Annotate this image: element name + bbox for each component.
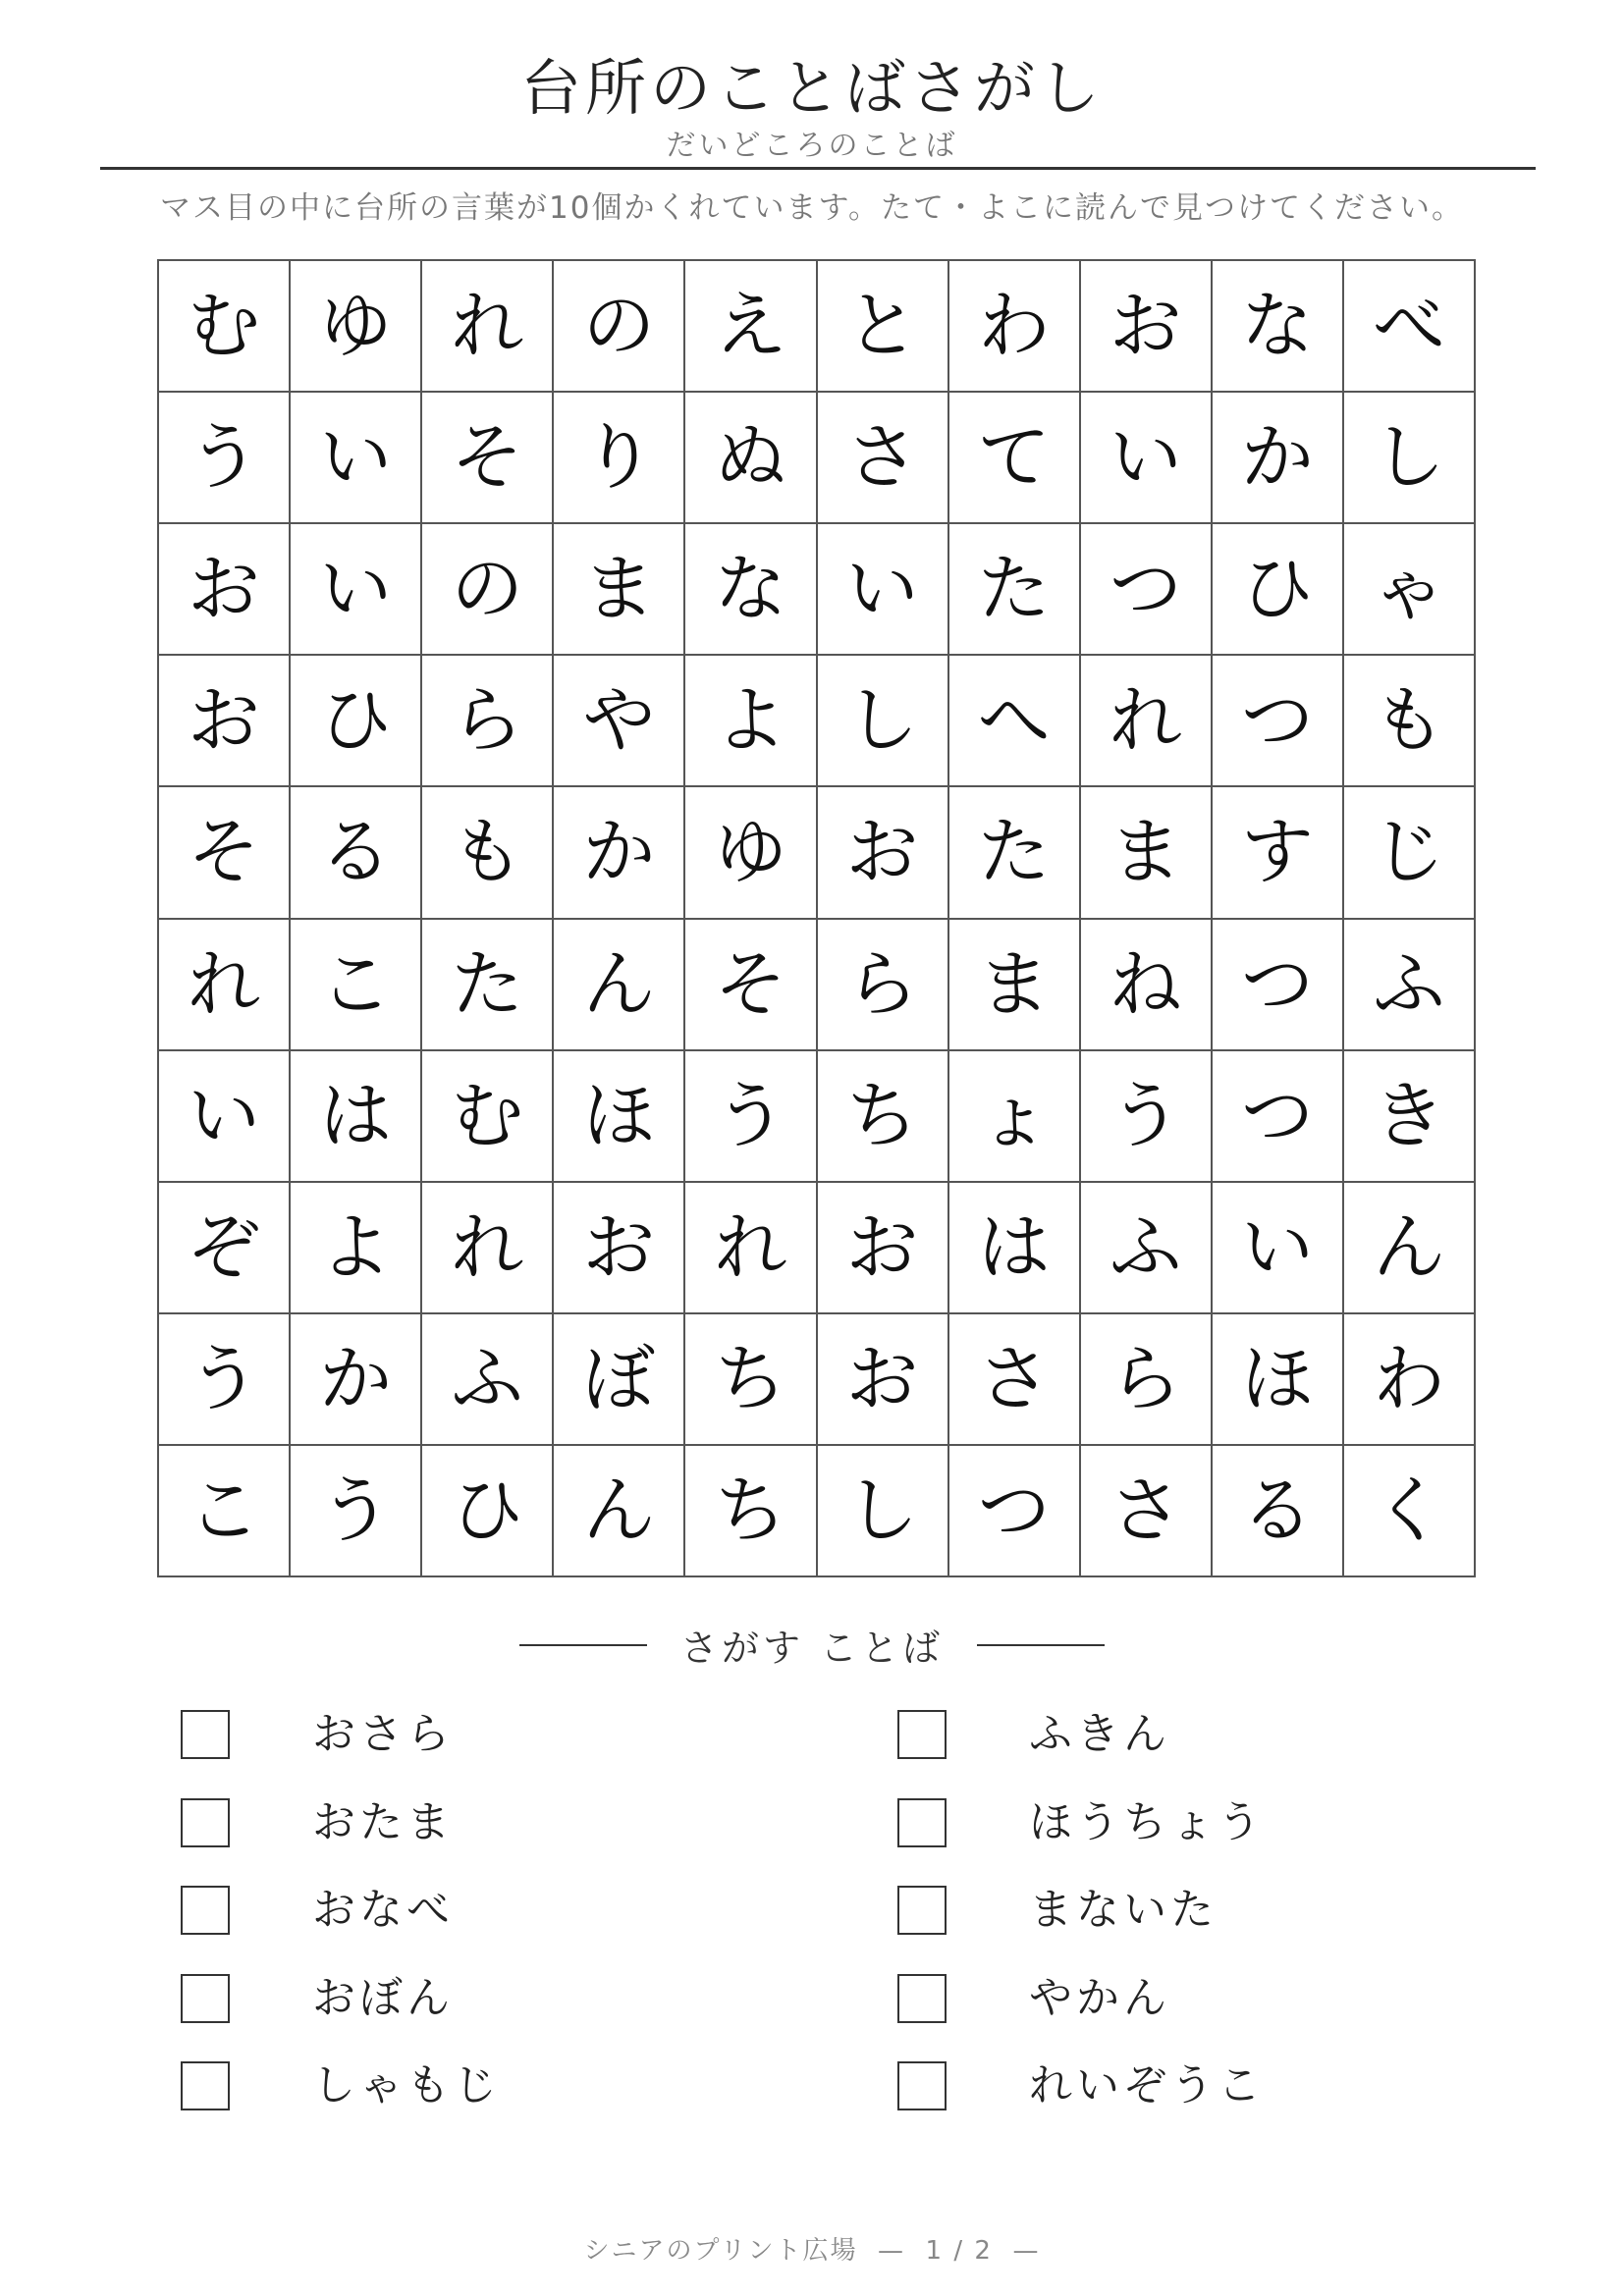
grid-cell: か xyxy=(291,1314,422,1446)
word-label: おたま xyxy=(312,1796,454,1847)
grid-cell: お xyxy=(818,787,949,919)
grid-cell: ま xyxy=(949,920,1081,1051)
grid-cell: ち xyxy=(818,1051,949,1183)
grid-cell: ゃ xyxy=(1344,524,1476,656)
grid-cell: そ xyxy=(685,920,817,1051)
grid-cell: く xyxy=(1344,1446,1476,1577)
grid-cell: の xyxy=(422,524,554,656)
grid-cell: つ xyxy=(1213,1051,1344,1183)
grid-cell: お xyxy=(554,1183,685,1314)
word-label: おさら xyxy=(312,1709,454,1759)
word-search-grid xyxy=(157,259,1476,1577)
grid-cell: お xyxy=(818,1314,949,1446)
word-checkbox[interactable] xyxy=(897,1974,947,2023)
grid-cell: り xyxy=(554,393,685,524)
grid-cell: う xyxy=(685,1051,817,1183)
heading-line-left xyxy=(519,1644,647,1646)
grid-cell: た xyxy=(949,787,1081,919)
grid-cell: つ xyxy=(1081,524,1213,656)
grid-cell: い xyxy=(1081,393,1213,524)
grid-cell: も xyxy=(1344,656,1476,787)
word-label: ほうちょう xyxy=(1029,1796,1265,1847)
grid-cell: じ xyxy=(1344,787,1476,919)
grid-cell: へ xyxy=(949,656,1081,787)
grid-cell: な xyxy=(685,524,817,656)
grid-cell: ょ xyxy=(949,1051,1081,1183)
grid-cell: ら xyxy=(1081,1314,1213,1446)
grid-cell: い xyxy=(1213,1183,1344,1314)
grid-cell: し xyxy=(818,1446,949,1577)
grid-cell: ゆ xyxy=(685,787,817,919)
grid-cell: ふ xyxy=(1344,920,1476,1051)
grid-cell: す xyxy=(1213,787,1344,919)
page-footer: シニアのプリント広場 — 1 / 2 — xyxy=(583,2236,1041,2266)
grid-cell: は xyxy=(291,1051,422,1183)
grid-cell: れ xyxy=(422,1183,554,1314)
grid-cell: し xyxy=(818,656,949,787)
grid-cell: と xyxy=(818,261,949,393)
grid-cell: つ xyxy=(949,1446,1081,1577)
grid-cell: る xyxy=(1213,1446,1344,1577)
grid-cell: ほ xyxy=(554,1051,685,1183)
grid-cell: つ xyxy=(1213,656,1344,787)
grid-cell: わ xyxy=(1344,1314,1476,1446)
word-list-item xyxy=(181,1886,770,1974)
grid-cell: ら xyxy=(422,656,554,787)
grid-cell: お xyxy=(1081,261,1213,393)
heading-line-right xyxy=(977,1644,1105,1646)
word-list-item xyxy=(181,1798,770,1887)
grid-cell: さ xyxy=(818,393,949,524)
grid-cell: し xyxy=(1344,393,1476,524)
word-list-item xyxy=(897,1798,1487,1887)
grid-cell: は xyxy=(949,1183,1081,1314)
grid-cell: べ xyxy=(1344,261,1476,393)
word-label: おなべ xyxy=(312,1885,454,1935)
word-list-item xyxy=(181,2061,770,2150)
grid-cell: う xyxy=(1081,1051,1213,1183)
grid-cell: よ xyxy=(685,656,817,787)
grid-cell: ん xyxy=(1344,1183,1476,1314)
grid-cell: い xyxy=(818,524,949,656)
grid-cell: ふ xyxy=(422,1314,554,1446)
grid-cell: ほ xyxy=(1213,1314,1344,1446)
grid-cell: れ xyxy=(1081,656,1213,787)
grid-cell: お xyxy=(159,524,291,656)
word-list-item xyxy=(897,1710,1487,1798)
grid-cell: い xyxy=(291,393,422,524)
grid-cell: ん xyxy=(554,920,685,1051)
grid-cell: ま xyxy=(554,524,685,656)
grid-cell: な xyxy=(1213,261,1344,393)
grid-cell: ひ xyxy=(291,656,422,787)
word-label: ふきん xyxy=(1029,1709,1170,1759)
grid-cell: ら xyxy=(818,920,949,1051)
word-label: れいぞうこ xyxy=(1029,2060,1265,2110)
grid-cell: も xyxy=(422,787,554,919)
grid-cell: た xyxy=(422,920,554,1051)
grid-cell: わ xyxy=(949,261,1081,393)
grid-cell: お xyxy=(818,1183,949,1314)
grid-cell: て xyxy=(949,393,1081,524)
grid-cell: う xyxy=(291,1446,422,1577)
grid-cell: つ xyxy=(1213,920,1344,1051)
word-checkbox[interactable] xyxy=(897,1710,947,1759)
grid-cell: い xyxy=(159,1051,291,1183)
grid-cell: か xyxy=(1213,393,1344,524)
grid-cell: ま xyxy=(1081,787,1213,919)
grid-cell: ん xyxy=(554,1446,685,1577)
page-subtitle: だいどころのことば xyxy=(666,129,958,163)
grid-cell: え xyxy=(685,261,817,393)
grid-cell: の xyxy=(554,261,685,393)
word-label: やかん xyxy=(1029,1972,1170,2023)
word-list-item xyxy=(897,1886,1487,1974)
grid-cell: そ xyxy=(159,787,291,919)
word-checkbox[interactable] xyxy=(181,1798,230,1847)
grid-cell: む xyxy=(422,1051,554,1183)
grid-cell: る xyxy=(291,787,422,919)
grid-cell: ぞ xyxy=(159,1183,291,1314)
word-checkbox[interactable] xyxy=(181,1710,230,1759)
grid-cell: む xyxy=(159,261,291,393)
grid-cell: き xyxy=(1344,1051,1476,1183)
grid-cell: ぼ xyxy=(554,1314,685,1446)
grid-cell: う xyxy=(159,1314,291,1446)
instructions-text: マス目の中に台所の言葉が10個かくれています。たて・よこに読んで見つけてください。 xyxy=(160,190,1464,226)
word-checkbox[interactable] xyxy=(181,2061,230,2110)
grid-cell: お xyxy=(159,656,291,787)
grid-cell: そ xyxy=(422,393,554,524)
page-title: 台所のことばさがし xyxy=(519,52,1104,124)
word-label: まないた xyxy=(1029,1885,1218,1935)
word-label: おぼん xyxy=(312,1972,454,2023)
word-checkbox[interactable] xyxy=(897,1798,947,1847)
grid-cell: こ xyxy=(291,920,422,1051)
grid-cell: ひ xyxy=(1213,524,1344,656)
grid-cell: ひ xyxy=(422,1446,554,1577)
word-label: しゃもじ xyxy=(312,2060,501,2110)
grid-cell: ち xyxy=(685,1314,817,1446)
word-list-heading xyxy=(0,1618,1624,1672)
grid-cell: ね xyxy=(1081,920,1213,1051)
word-checkbox[interactable] xyxy=(181,1886,230,1935)
grid-cell: ゆ xyxy=(291,261,422,393)
title-divider xyxy=(100,167,1536,170)
grid-cell: れ xyxy=(685,1183,817,1314)
word-list-item xyxy=(181,1974,770,2062)
grid-cell: よ xyxy=(291,1183,422,1314)
word-checkbox[interactable] xyxy=(897,1886,947,1935)
grid-cell: い xyxy=(291,524,422,656)
grid-cell: た xyxy=(949,524,1081,656)
word-checkbox[interactable] xyxy=(897,2061,947,2110)
grid-cell: や xyxy=(554,656,685,787)
grid-cell: こ xyxy=(159,1446,291,1577)
grid-cell: さ xyxy=(1081,1446,1213,1577)
grid-cell: ふ xyxy=(1081,1183,1213,1314)
word-list-left-column xyxy=(181,1710,770,2150)
word-list-item xyxy=(897,2061,1487,2150)
grid-cell: れ xyxy=(159,920,291,1051)
word-list-right-column xyxy=(897,1710,1487,2150)
grid-cell: さ xyxy=(949,1314,1081,1446)
grid-cell: ち xyxy=(685,1446,817,1577)
word-list-item xyxy=(897,1974,1487,2062)
grid-cell: ぬ xyxy=(685,393,817,524)
word-list-item xyxy=(181,1710,770,1798)
grid-cell: れ xyxy=(422,261,554,393)
word-checkbox[interactable] xyxy=(181,1974,230,2023)
word-list-heading-label: さがす ことば xyxy=(679,1627,945,1670)
grid-cell: か xyxy=(554,787,685,919)
grid-cell: う xyxy=(159,393,291,524)
